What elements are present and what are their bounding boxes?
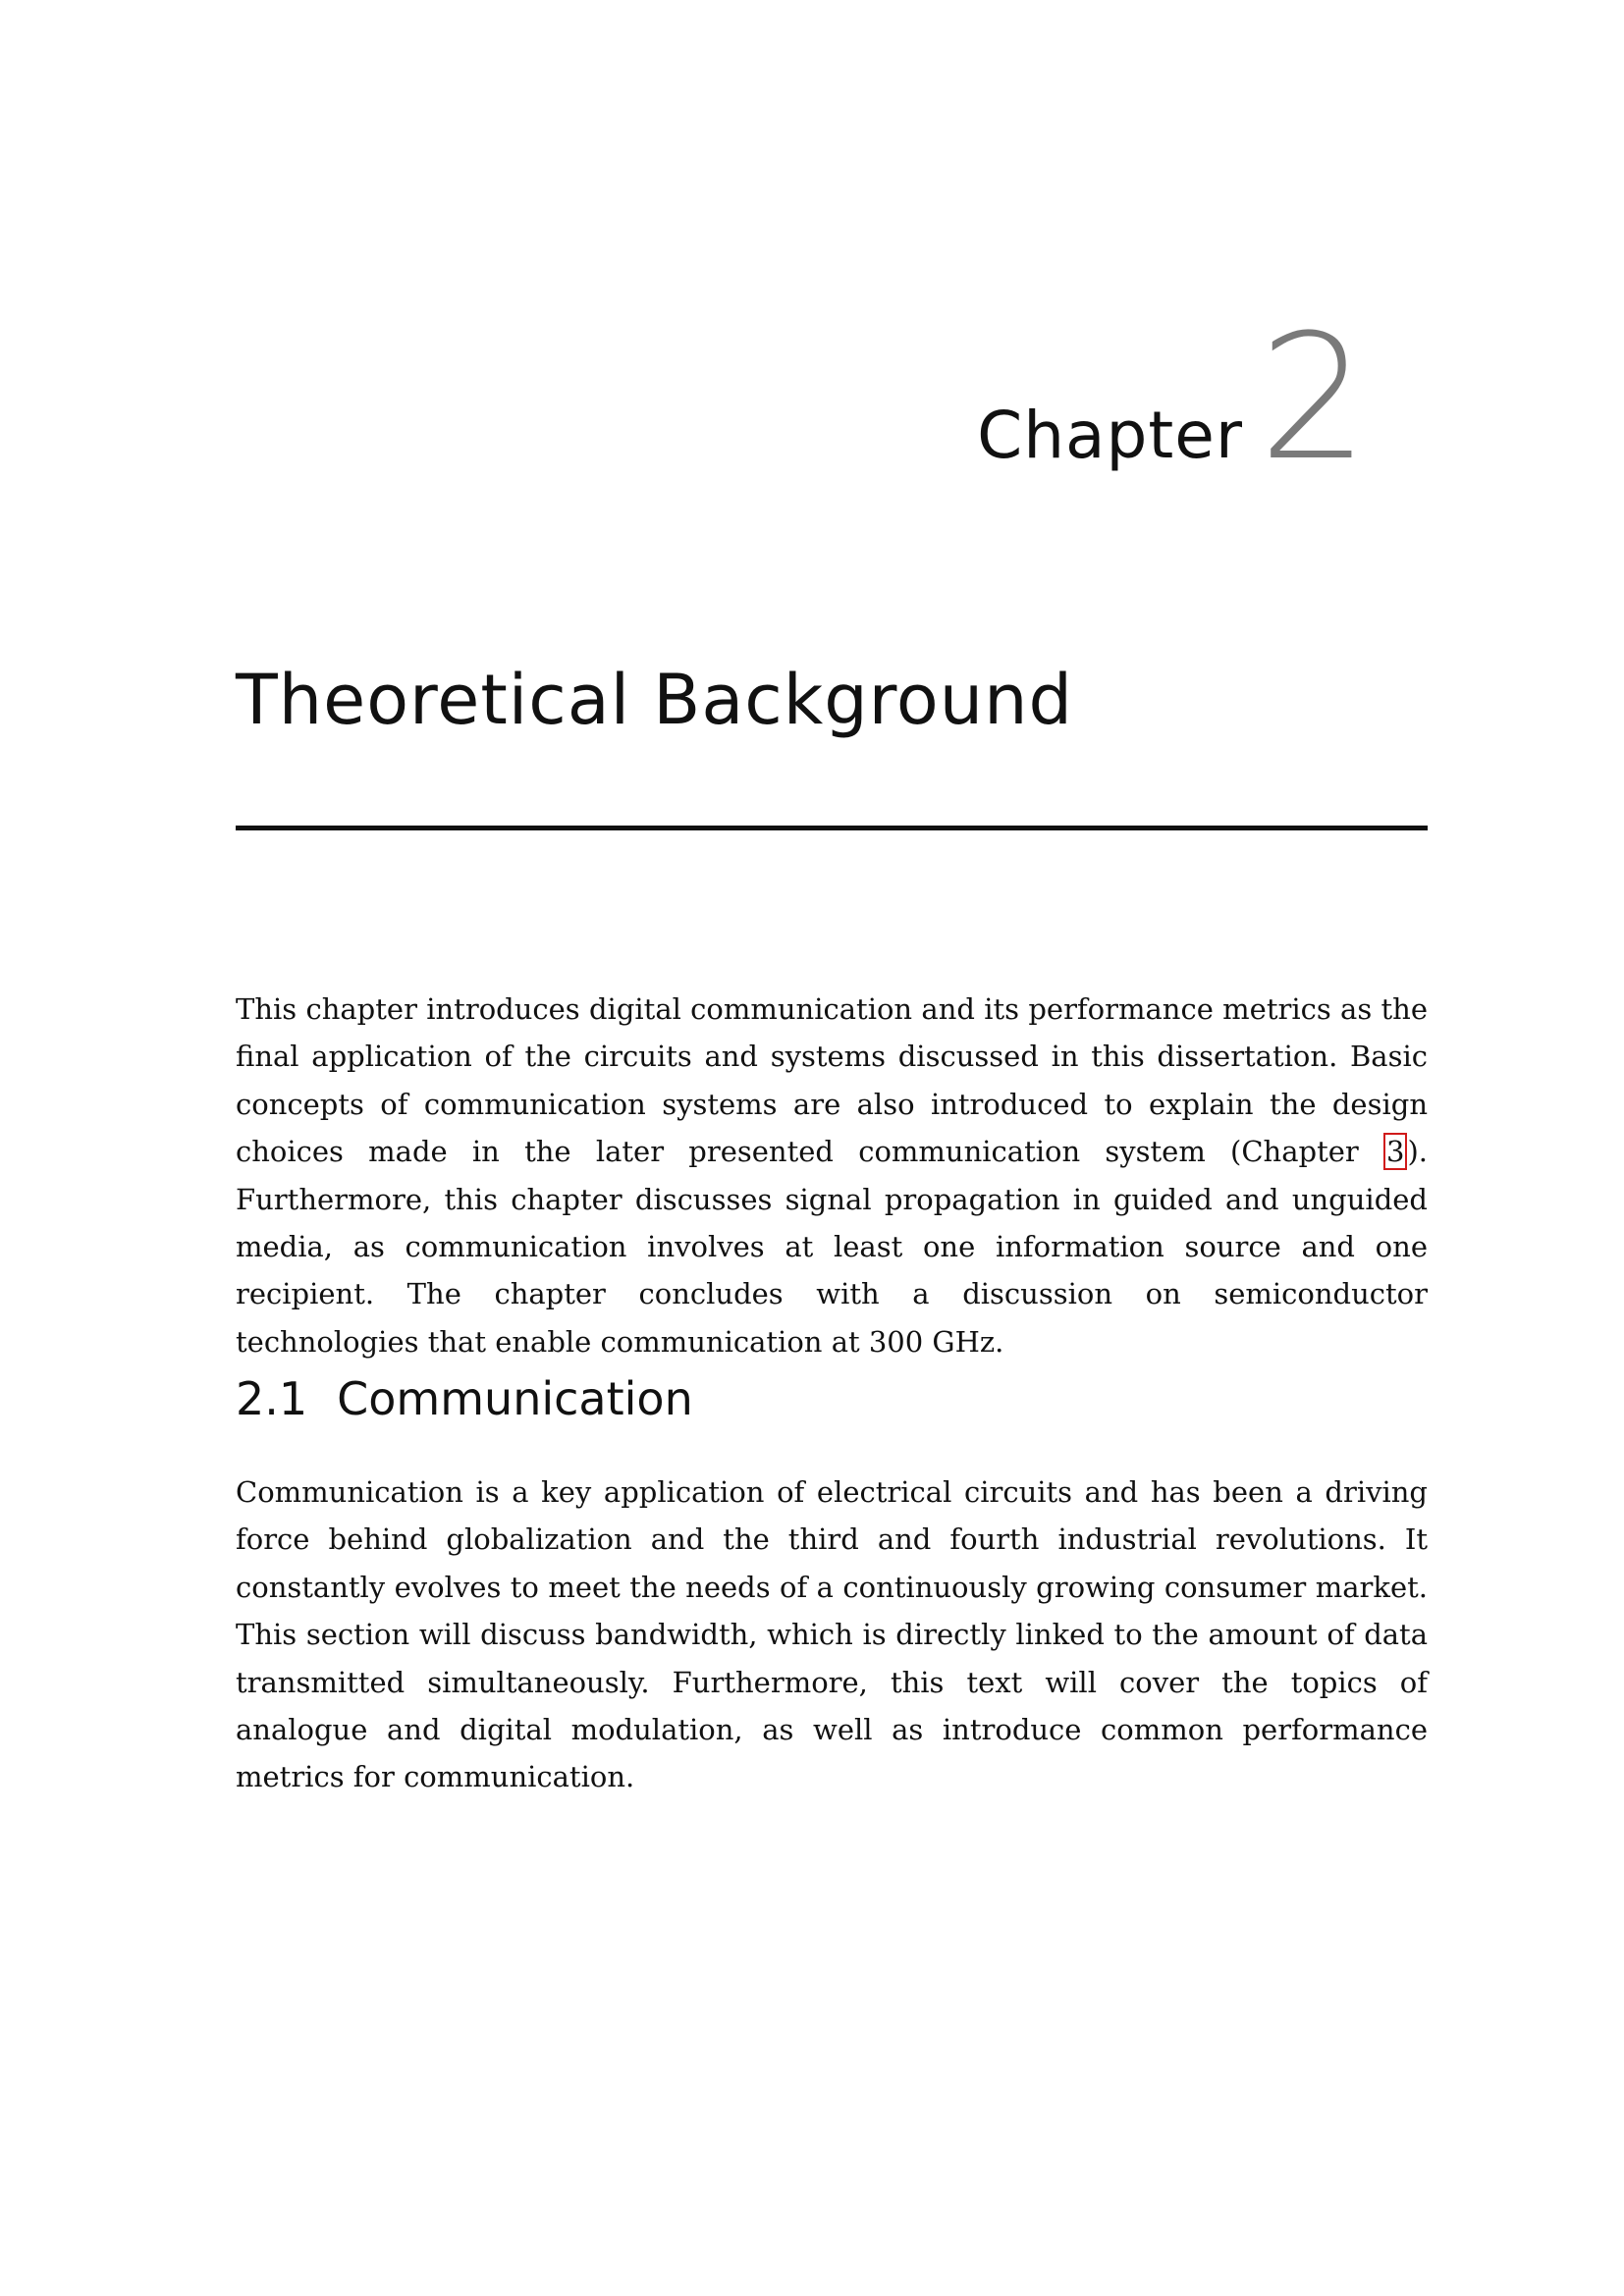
section-title: Communication xyxy=(337,1372,693,1425)
section-heading xyxy=(236,1372,693,1425)
chapter-number: 2 xyxy=(1259,297,1369,499)
chapter-label: Chapter xyxy=(977,398,1244,473)
chapter-title: Theoretical Background xyxy=(236,660,1073,740)
intro-text-start: This chapter introduces digital communication and its performance metrics as the final application of the circuits and systems discussed in this dissertation. Basic concepts of communication systems are also introduced to explain the design choices made in the later presented communication system (Chapter xyxy=(236,992,1428,1169)
title-divider xyxy=(236,826,1428,830)
section-paragraph: Communication is a key application of electrical circuits and has been a driving force behind globalization and the third and fourth industrial revolutions. It constantly evolves to meet the needs of a continuously growing consumer market. This section will discuss bandwidth, which is directly linked to the amount of data transmitted simultaneously. Furthermore, this text will cover the topics of analogue and digital modulation, as well as introduce common performance metrics for communication. xyxy=(236,1475,1428,1794)
chapter-heading xyxy=(977,297,1369,499)
chapter-reference-link[interactable]: 3 xyxy=(1383,1133,1407,1170)
section-number: 2.1 xyxy=(236,1372,308,1425)
intro-paragraph xyxy=(236,986,1428,1365)
intro-text-end: ). Furthermore, this chapter discusses signal propagation in guided and unguided media, as communication involves at least one information source and one recipient. The chapter concludes with a discussion on semiconductor technologies that enable communication at 300 GHz. xyxy=(236,1135,1428,1359)
